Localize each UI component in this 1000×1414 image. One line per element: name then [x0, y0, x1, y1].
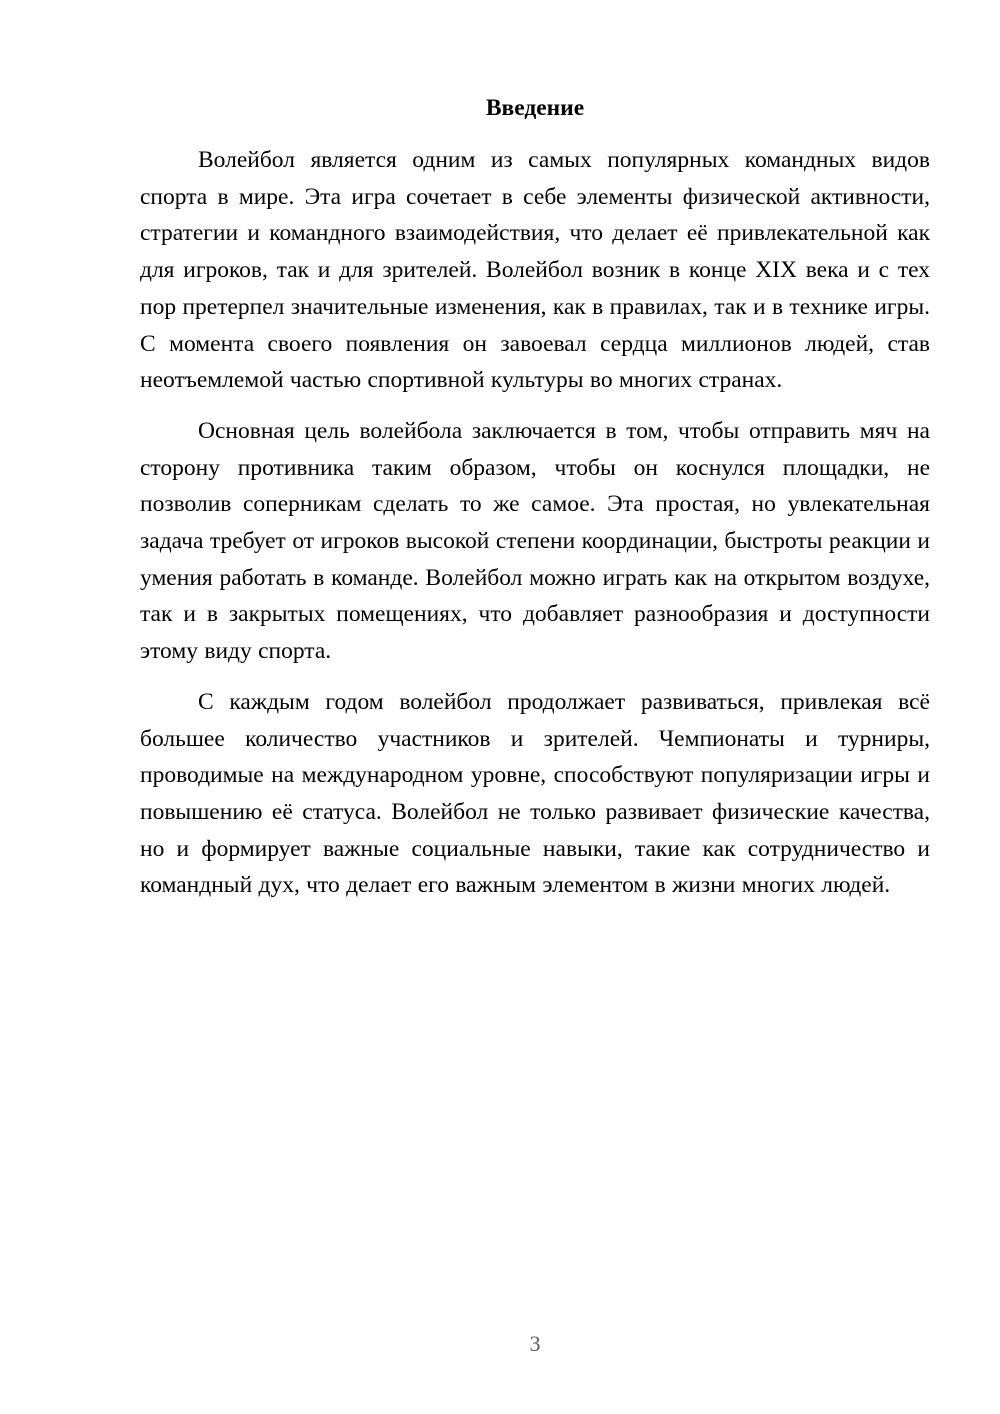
- body-paragraph-3: С каждым годом волейбол продолжает развиваться, привлекая всё большее количество участников и зрителей. Чемпионаты и турниры, проводимые на международном уровне, способствуют популяризации игры и повышению её статуса. Волейбол не только развивает физические качества, но и формирует важные социальные навыки, такие как сотрудничество и командный дух, что делает его важным элементом в жизни многих людей.: [140, 688, 930, 899]
- section-title: Введение: [485, 95, 585, 121]
- body-paragraph-1: Волейбол является одним из самых популярных командных видов спорта в мире. Эта игра сочетает в себе элементы физической активности, стратегии и командного взаимодействия, что делает её привлекательной как для игроков, так и для зрителей. Волейбол возник в конце XIX века и с тех пор претерпел значительные изменения, как в правилах, так и в технике игры. С момента своего появления он завоевал сердца миллионов людей, став неотъемлемой частью спортивной культуры во многих странах.: [140, 147, 930, 394]
- body-paragraph-2: Основная цель волейбола заключается в том, чтобы отправить мяч на сторону противника таким образом, чтобы он коснулся площадки, не позволив соперникам сделать то же самое. Эта простая, но увлекательная задача требует от игроков высокой степени координации, быстроты реакции и умения работать в команде. Волейбол можно играть как на открытом воздухе, так и в закрытых помещениях, что добавляет разнообразия и доступности этому виду спорта.: [140, 417, 930, 665]
- page-number: 3: [529, 1331, 541, 1356]
